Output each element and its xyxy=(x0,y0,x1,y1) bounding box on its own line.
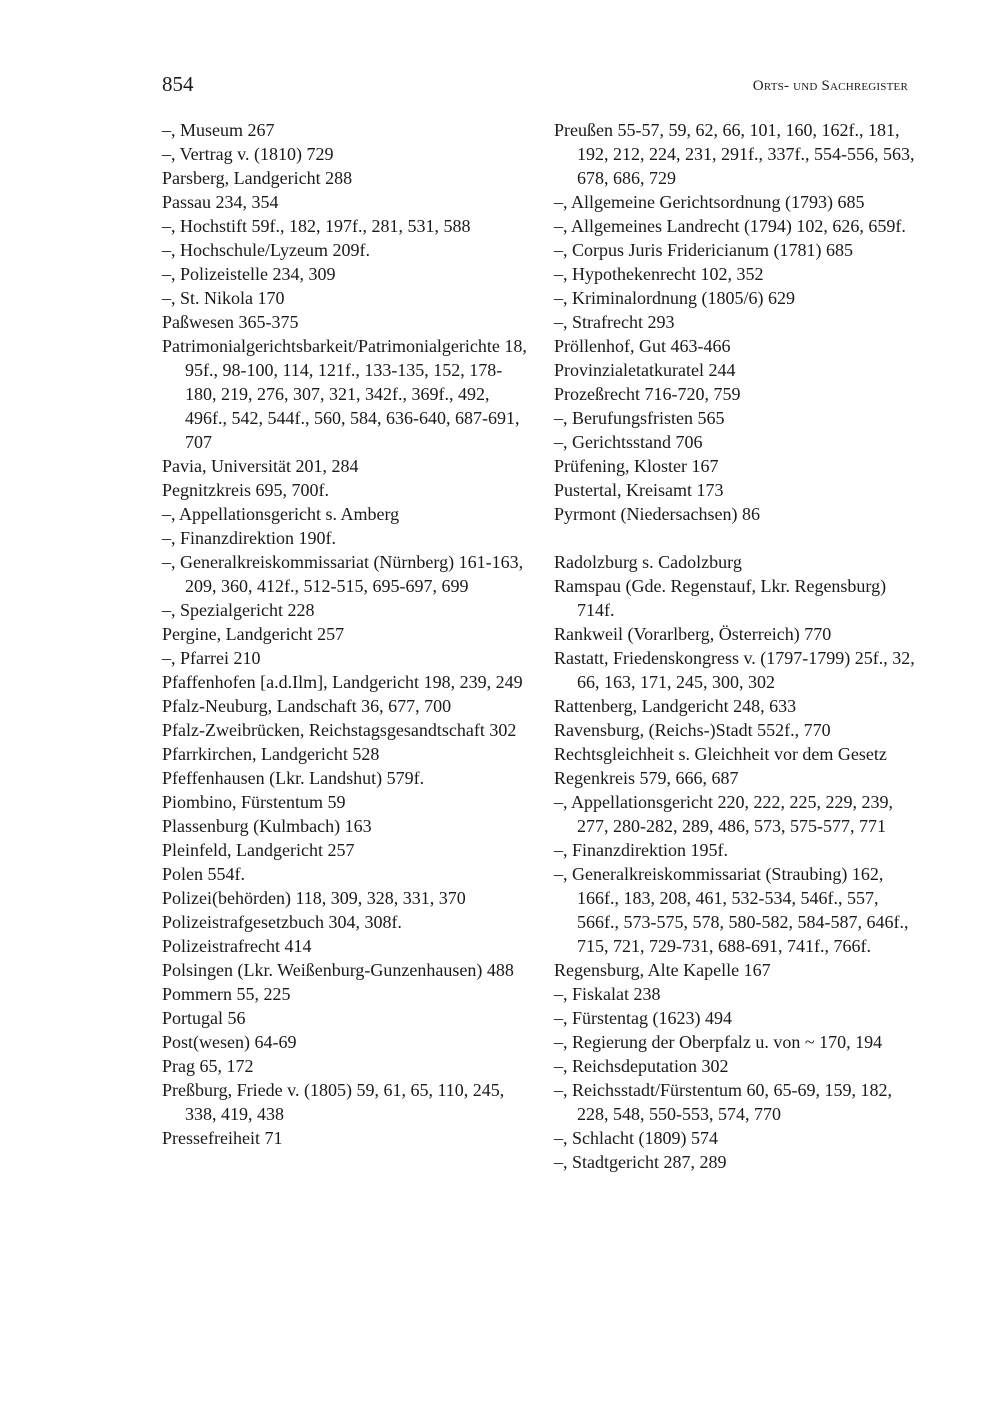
index-entry: Preßburg, Friede v. (1805) 59, 61, 65, 110, 245, 338, 419, 438 xyxy=(162,1080,505,1124)
index-column-left xyxy=(162,118,532,1150)
index-entry: –, Vertrag v. (1810) 729 xyxy=(162,144,334,164)
index-entry: –, Pfarrei 210 xyxy=(162,648,261,668)
index-entry: –, Reichsstadt/Fürstentum 60, 65-69, 159, 182, 228, 548, 550-553, 574, 770 xyxy=(554,1080,892,1124)
index-entry: Rattenberg, Landgericht 248, 633 xyxy=(554,696,797,716)
index-entry: Patrimonialgerichtsbarkeit/Patrimonialgerichte 18, 95f., 98-100, 114, 121f., 133-135, 152, 178-180, 219, 276, 307, 321, 342f., 369f., 492, 496f., 542, 544f., 560, 584, 636-640, 687-691, 707 xyxy=(162,336,527,452)
index-entry: Piombino, Fürstentum 59 xyxy=(162,792,346,812)
index-entry: Pfeffenhausen (Lkr. Landshut) 579f. xyxy=(162,768,425,788)
index-entry: –, Stadtgericht 287, 289 xyxy=(554,1152,727,1172)
index-entry: Rankweil (Vorarlberg, Österreich) 770 xyxy=(554,624,832,644)
index-entry: –, Strafrecht 293 xyxy=(554,312,675,332)
index-entry: –, Fiskalat 238 xyxy=(554,984,661,1004)
index-entry: –, Reichsdeputation 302 xyxy=(554,1056,729,1076)
index-entry: –, Appellationsgericht s. Amberg xyxy=(162,504,400,524)
index-entry: Prozeßrecht 716-720, 759 xyxy=(554,384,741,404)
index-entry: Pegnitzkreis 695, 700f. xyxy=(162,480,329,500)
index-entry: –, St. Nikola 170 xyxy=(162,288,285,308)
index-entry: –, Allgemeine Gerichtsordnung (1793) 685 xyxy=(554,192,865,212)
index-entry: Polen 554f. xyxy=(162,864,245,884)
index-entry: Post(wesen) 64-69 xyxy=(162,1032,297,1052)
index-entry: –, Fürstentag (1623) 494 xyxy=(554,1008,732,1028)
index-entry: Polizeistrafrecht 414 xyxy=(162,936,312,956)
index-entry: Preußen 55-57, 59, 62, 66, 101, 160, 162f., 181, 192, 212, 224, 231, 291f., 337f., 554-556, 563, 678, 686, 729 xyxy=(554,120,915,188)
index-entry: –, Schlacht (1809) 574 xyxy=(554,1128,718,1148)
index-entry: Pavia, Universität 201, 284 xyxy=(162,456,359,476)
index-entry: Parsberg, Landgericht 288 xyxy=(162,168,353,188)
index-entry: Prag 65, 172 xyxy=(162,1056,254,1076)
index-entry: Portugal 56 xyxy=(162,1008,246,1028)
index-entry: –, Generalkreiskommissariat (Straubing) 162, 166f., 183, 208, 461, 532-534, 546f., 557, 566f., 573-575, 578, 580-582, 584-587, 646f., 715, 721, 729-731, 688-691, 741f., 766f. xyxy=(554,864,909,956)
index-entry: –, Gerichtsstand 706 xyxy=(554,432,703,452)
index-entry: Plassenburg (Kulmbach) 163 xyxy=(162,816,372,836)
index-entry: Rechtsgleichheit s. Gleichheit vor dem Gesetz xyxy=(554,744,887,764)
index-entry: Pfaffenhofen [a.d.Ilm], Landgericht 198, 239, 249 xyxy=(162,672,523,692)
index-entry: Pröllenhof, Gut 463-466 xyxy=(554,336,731,356)
index-entry: Passau 234, 354 xyxy=(162,192,279,212)
running-head: Orts- und Sachregister xyxy=(752,78,908,94)
index-entry: Regensburg, Alte Kapelle 167 xyxy=(554,960,771,980)
index-entry: Regenkreis 579, 666, 687 xyxy=(554,768,739,788)
index-entry: –, Museum 267 xyxy=(162,120,275,140)
index-entry: Pleinfeld, Landgericht 257 xyxy=(162,840,355,860)
index-entry: –, Finanzdirektion 190f. xyxy=(162,528,336,548)
index-entry: Pfarrkirchen, Landgericht 528 xyxy=(162,744,380,764)
index-entry: Ravensburg, (Reichs-)Stadt 552f., 770 xyxy=(554,720,831,740)
index-entry: –, Hochschule/Lyzeum 209f. xyxy=(162,240,370,260)
index-entry: Pfalz-Neuburg, Landschaft 36, 677, 700 xyxy=(162,696,452,716)
index-entry: Provinzialetatkuratel 244 xyxy=(554,360,736,380)
index-entry: –, Generalkreiskommissariat (Nürnberg) 161-163, 209, 360, 412f., 512-515, 695-697, 699 xyxy=(162,552,524,596)
index-entry: –, Hypothekenrecht 102, 352 xyxy=(554,264,764,284)
section-break xyxy=(554,526,919,550)
page-number: 854 xyxy=(162,72,194,96)
index-entry: Pfalz-Zweibrücken, Reichstagsgesandtschaft 302 xyxy=(162,720,517,740)
index-entry: Paßwesen 365-375 xyxy=(162,312,299,332)
index-entry: Pustertal, Kreisamt 173 xyxy=(554,480,724,500)
index-entry: Pyrmont (Niedersachsen) 86 xyxy=(554,504,760,524)
index-entry: –, Allgemeines Landrecht (1794) 102, 626, 659f. xyxy=(554,216,906,236)
index-entry: –, Hochstift 59f., 182, 197f., 281, 531, 588 xyxy=(162,216,471,236)
index-column-right xyxy=(554,118,919,1174)
index-entry: –, Appellationsgericht 220, 222, 225, 229, 239, 277, 280-282, 289, 486, 573, 575-577, 771 xyxy=(554,792,893,836)
index-entry: –, Berufungsfristen 565 xyxy=(554,408,725,428)
index-entry: Polizeistrafgesetzbuch 304, 308f. xyxy=(162,912,402,932)
index-entry: –, Finanzdirektion 195f. xyxy=(554,840,728,860)
index-entry: Prüfening, Kloster 167 xyxy=(554,456,719,476)
index-entry: Pergine, Landgericht 257 xyxy=(162,624,345,644)
index-entry: –, Spezialgericht 228 xyxy=(162,600,315,620)
index-entry: Polizei(behörden) 118, 309, 328, 331, 370 xyxy=(162,888,466,908)
index-entry: –, Regierung der Oberpfalz u. von ~ 170, 194 xyxy=(554,1032,883,1052)
index-entry: Polsingen (Lkr. Weißenburg-Gunzenhausen) 488 xyxy=(162,960,514,980)
index-entry: Radolzburg s. Cadolzburg xyxy=(554,552,742,572)
index-entry: Pommern 55, 225 xyxy=(162,984,291,1004)
index-entry: Pressefreiheit 71 xyxy=(162,1128,283,1148)
index-entry: –, Corpus Juris Fridericianum (1781) 685 xyxy=(554,240,853,260)
index-entry: Rastatt, Friedenskongress v. (1797-1799) 25f., 32, 66, 163, 171, 245, 300, 302 xyxy=(554,648,915,692)
index-entry: –, Kriminalordnung (1805/6) 629 xyxy=(554,288,795,308)
index-entry: Ramspau (Gde. Regenstauf, Lkr. Regensburg) 714f. xyxy=(554,576,887,620)
index-entry: –, Polizeistelle 234, 309 xyxy=(162,264,336,284)
